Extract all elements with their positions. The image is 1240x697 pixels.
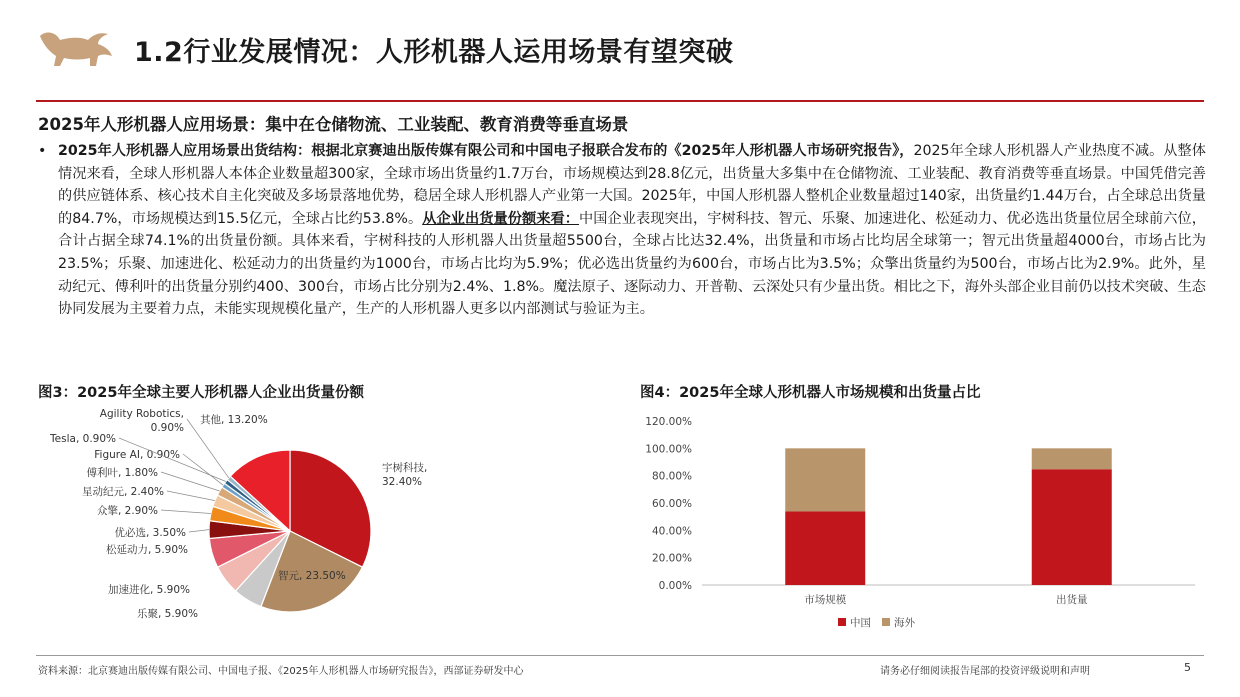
page-number: 5 — [1184, 661, 1191, 674]
legend-swatch — [838, 618, 846, 626]
pie-data-label: Agility Robotics, 0.90% — [99, 408, 184, 434]
pie-data-label: Tesla, 0.90% — [50, 433, 116, 445]
y-tick-label: 100.00% — [645, 443, 692, 456]
title-divider — [36, 100, 1204, 102]
y-tick-label: 0.00% — [658, 580, 692, 592]
y-tick-label: 20.00% — [651, 552, 692, 565]
x-tick-label: 市场规模 — [804, 594, 847, 606]
bull-logo-icon — [36, 26, 114, 72]
paragraph-lead: 2025年人形机器人应用场景出货结构：根据北京赛迪出版传媒有限公司和中国电子报联合发布的《2025年人形机器人市场研究报告》， — [58, 143, 914, 159]
page-title: 1.2行业发展情况：人形机器人运用场景有望突破 — [134, 37, 734, 68]
page-header — [0, 0, 1240, 100]
pie-data-label: 乐聚, 5.90% — [136, 608, 198, 620]
legend-label: 海外 — [894, 617, 915, 629]
y-tick-label: 120.00% — [645, 416, 692, 428]
figure4-title: 图4：2025年全球人形机器人市场规模和出货量占比 — [640, 385, 981, 401]
pie-leader-line — [167, 491, 215, 501]
paragraph-body — [58, 140, 1206, 321]
section-subtitle: 2025年人形机器人应用场景：集中在仓储物流、工业装配、教育消费等垂直场景 — [38, 115, 629, 134]
pie-leader-line — [187, 419, 229, 478]
pie-data-label: 众擎, 2.90% — [96, 505, 158, 517]
bar-segment — [785, 448, 865, 511]
figure3-title: 图3：2025年全球主要人形机器人企业出货量份额 — [38, 385, 364, 401]
pie-data-label: 智元, 23.50% — [278, 570, 346, 582]
bar-segment — [785, 511, 865, 585]
paragraph-part2: 中国企业表现突出，宇树科技、智元、乐聚、加速进化、松延动力、优必选出货量位居全球前六位，合计占据全球74.1%的出货量份额。具体来看，宇树科技的人形机器人出货量超5500台，全球占比达32.4%，出货量和市场占比均居全球第一；智元出货量超4000台，市场占比为23.5%；乐聚、加速进化、松延动力的出货量约为1000台，市场占比均为5.9%；优必选出货量约为600台，市场占比为3.5%；众擎出货量约为500台，市场占比为2.9%。此外，星动纪元、傅利叶的出货量分别约400、300台，市场占比分别为2.4%、1.8%。魔法原子、逐际动力、开普勒、云深处只有少量出货。相比之下，海外头部企业目前仍以技术突破、生态协同发展为主要着力点，未能实现规模化量产，生产的人形机器人更多以内部测试与验证为主。 — [58, 210, 1206, 318]
disclaimer-note: 请务必仔细阅读报告尾部的投资评级说明和声明 — [880, 666, 1090, 677]
paragraph-part1: 2025年全球人形机器人产业热度不减。从整体情况来看，全球人形机器人本体企业数量超300家，全球市场出货量约1.7万台，市场规模达到28.8亿元，出货量大多集中在仓储物流、工业装配、教育消费等垂直场景。中国凭借完善的供应链体系、核心技术自主化突破及多场景落地优势，稳居全球人形机器人产业第一大国。2025年，中国人形机器人整机企业数量超过140家，出货量约1.44万台，占全球总出货量的84.7%，市场规模达到15.5亿元，全球占比约53.8%。 — [58, 143, 1206, 227]
pie-data-label: 优必选, 3.50% — [114, 527, 186, 539]
pie-leader-line — [161, 472, 220, 491]
shipment-share-pie-chart — [38, 405, 458, 650]
market-share-bar-chart — [640, 405, 1205, 650]
summary-paragraph — [38, 140, 1206, 321]
pie-leader-line — [161, 510, 211, 513]
footer-divider — [36, 655, 1204, 656]
legend-label: 中国 — [850, 617, 871, 629]
source-note: 资料来源：北京赛迪出版传媒有限公司、中国电子报、《2025年人形机器人市场研究报告》，西部证券研发中心 — [38, 666, 524, 677]
pie-data-label: 其他, 13.20% — [200, 414, 268, 426]
y-tick-label: 80.00% — [651, 470, 692, 483]
pie-data-label: 星动纪元, 2.40% — [81, 486, 164, 498]
pie-leader-line — [183, 454, 223, 485]
y-tick-label: 60.00% — [651, 498, 692, 510]
bar-segment — [1032, 448, 1112, 469]
y-tick-label: 40.00% — [651, 525, 692, 538]
paragraph-emphasis: 从企业出货量份额来看： — [422, 210, 579, 227]
bullet-icon: • — [38, 143, 47, 159]
bar-segment — [1032, 469, 1112, 585]
pie-data-label: Figure AI, 0.90% — [94, 449, 180, 461]
x-tick-label: 出货量 — [1056, 594, 1088, 606]
pie-leader-line — [189, 530, 209, 532]
pie-data-label: 宇树科技, 32.40% — [382, 462, 428, 488]
pie-data-label: 加速进化, 5.90% — [107, 584, 190, 596]
legend-swatch — [882, 618, 890, 626]
pie-data-label: 松延动力, 5.90% — [105, 544, 188, 556]
pie-data-label: 傅利叶, 1.80% — [86, 467, 158, 479]
